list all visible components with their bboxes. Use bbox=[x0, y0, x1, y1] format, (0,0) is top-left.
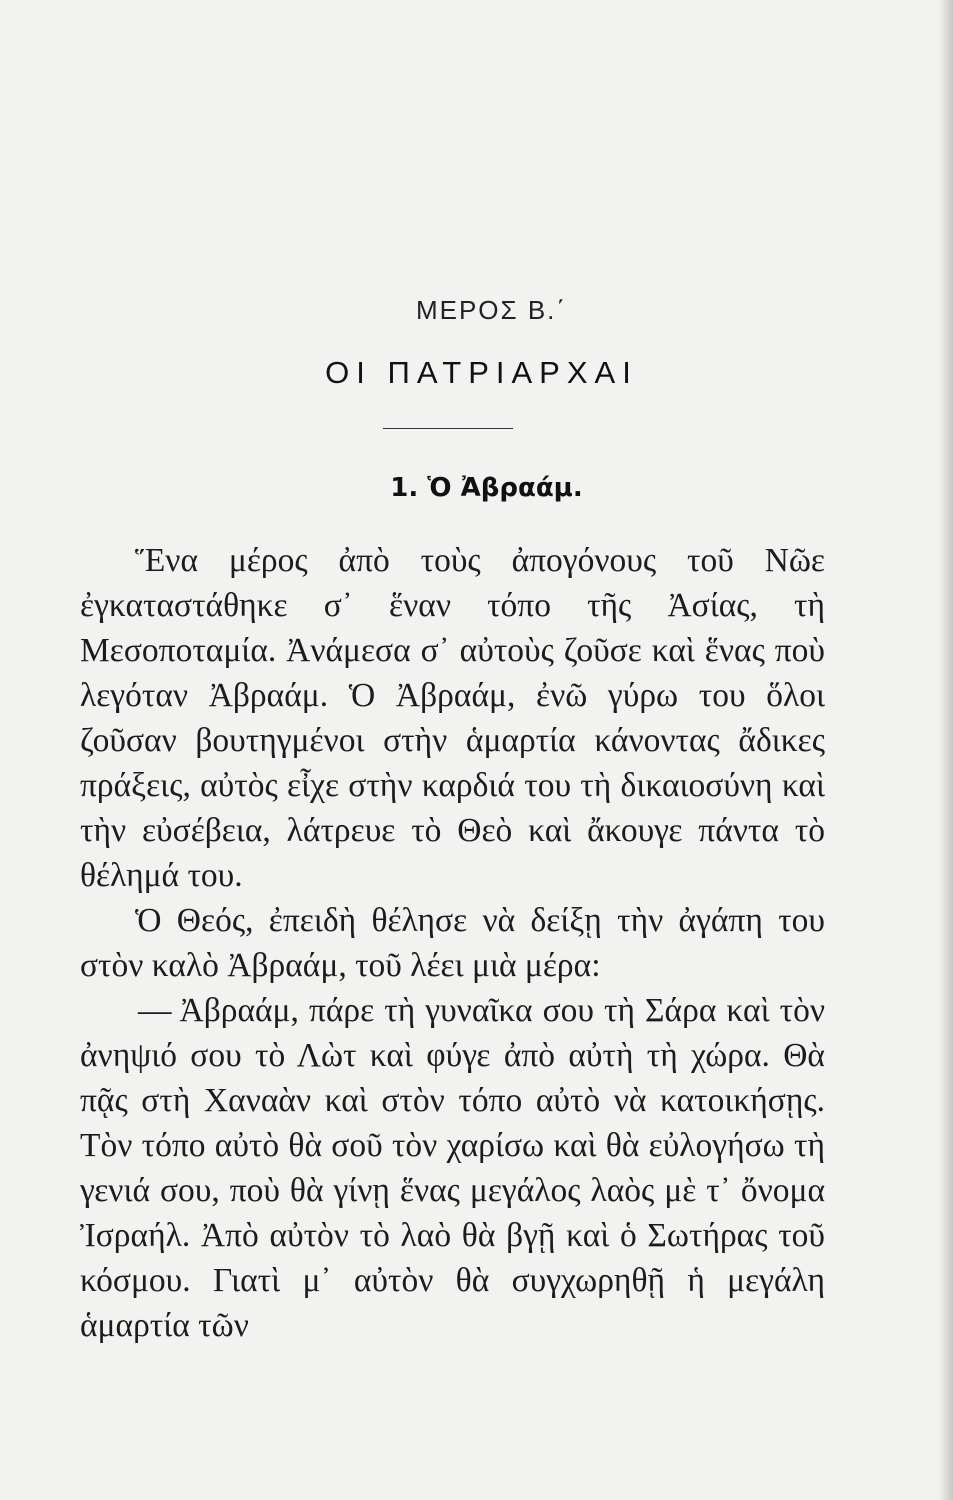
body-text bbox=[80, 538, 825, 1348]
speech-text: Ἀβραάμ, πάρε τὴ γυναῖκα σου τὴ Σάρα καὶ τὸν ἀνηψιό σου τὸ Λὼτ καὶ φύγε ἀπὸ αὐτὴ τὴ χώρα. Θὰ πᾷς στὴ Χαναὰν καὶ στὸν τόπο αὐτὸ νὰ κατοικήσῃς. Τὸν τόπο αὐτὸ θὰ σοῦ τὸν χαρίσω καὶ θὰ εὐλογήσω τὴ γενιά σου, ποὺ θὰ γίνῃ ἕνας μεγάλος λαὸς μὲ τ᾽ ὄνομα Ἰσραήλ. Ἀπὸ αὐτὸν τὸ λαὸ θὰ βγῇ καὶ ὁ Σωτήρας τοῦ κόσμου. Γιατὶ μ᾽ αὐτὸν θὰ συγχωρηθῇ ἡ μεγάλη ἁμαρτία τῶν bbox=[80, 992, 825, 1344]
chapter-heading: 1. Ὁ Ἀβραάμ. bbox=[390, 473, 583, 503]
title-divider bbox=[383, 428, 513, 429]
speech-paragraph bbox=[80, 988, 825, 1348]
page-edge-shadow bbox=[939, 0, 953, 1500]
part-label: ΜΕΡΟΣ Β.΄ bbox=[415, 295, 568, 325]
part-title: ΟΙ ΠΑΤΡΙΑΡΧΑΙ bbox=[325, 355, 638, 390]
paragraph-2: Ὁ Θεός, ἐπειδὴ θέλησε νὰ δείξῃ τὴν ἀγάπη του στὸν καλὸ Ἀβραάμ, τοῦ λέει μιὰ μέρα: bbox=[80, 902, 825, 984]
paragraph-1: Ἕνα μέρος ἀπὸ τοὺς ἀπογόνους τοῦ Νῶε ἐγκαταστάθηκε σ᾽ ἕναν τόπο τῆς Ἀσίας, τὴ Μεσοποταμία. Ἀνάμεσα σ᾽ αὐτοὺς ζοῦσε καὶ ἕνας ποὺ λεγόταν Ἀβραάμ. Ὁ Ἀβραάμ, ἐνῶ γύρω του ὅλοι ζοῦσαν βουτηγμένοι στὴν ἁμαρτία κάνοντας ἄδικες πράξεις, αὐτὸς εἶχε στὴν καρδιά του τὴ δικαιοσύνη καὶ τὴν εὐσέβεια, λάτρευε τὸ Θεὸ καὶ ἄκουγε πάντα τὸ θέλημά του. bbox=[80, 542, 825, 894]
speech-dash: — bbox=[138, 992, 172, 1029]
